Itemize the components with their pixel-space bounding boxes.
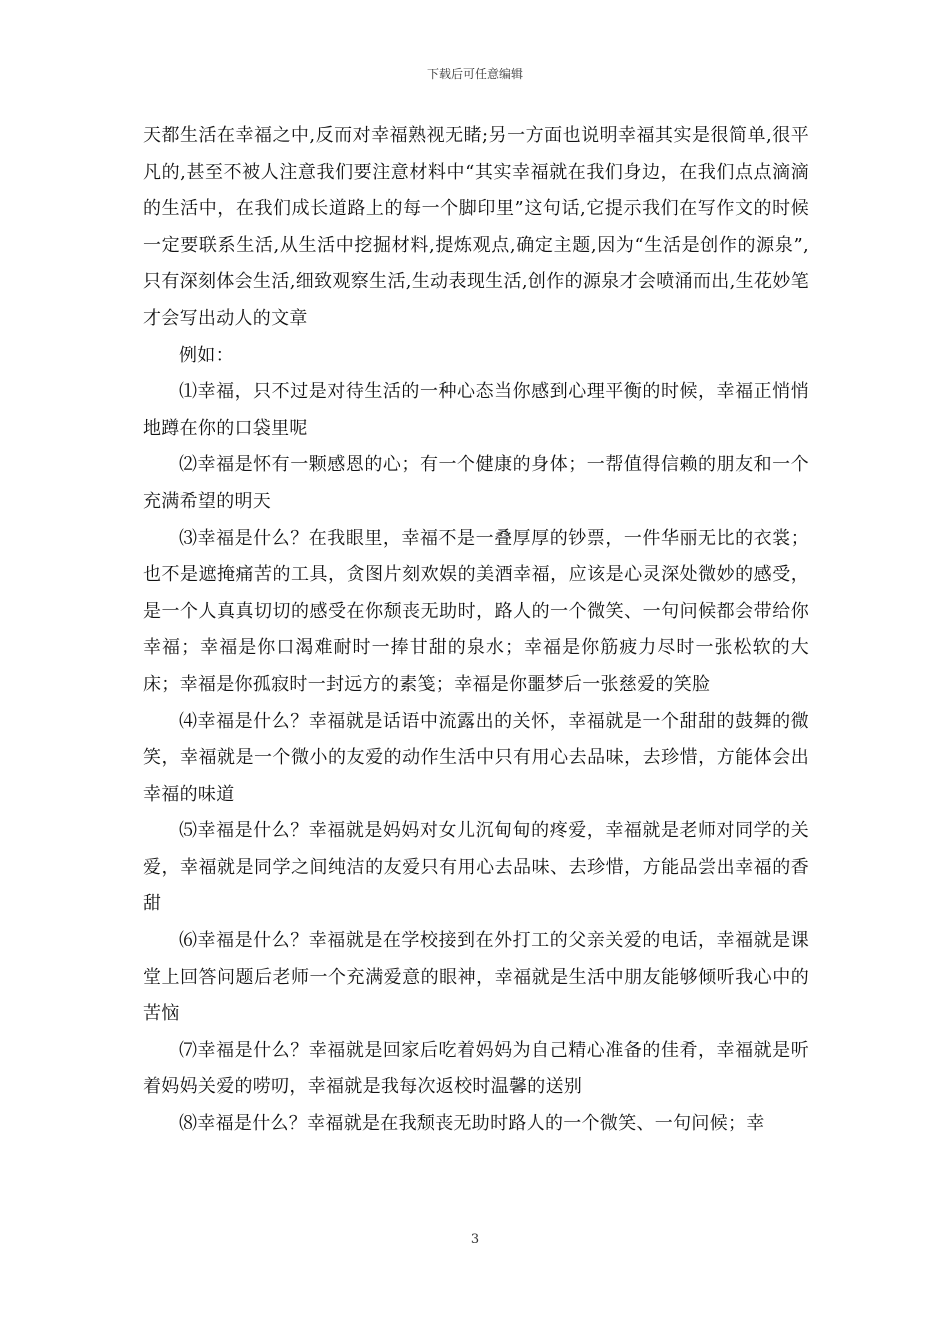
example-item: ⑻幸福是什么？幸福就是在我颓丧无助时路人的一个微笑、一句问候；幸 (179, 1113, 765, 1135)
example-item: ⑶幸福是什么？在我眼里，幸福不是一叠厚厚的钞票，一件华丽无比的衣裳；也不是遮掩痛苦的工具，贪图片刻欢娱的美酒幸福，应该是心灵深处微妙的感受，是一个人真真切切的感受在你颓丧无助时，路人的一个微笑、一句问候都会带给你幸福；幸福是你口渴难耐时一捧甘甜的泉水；幸福是你筋疲力尽时一张松软的大床；幸福是你孤寂时一封远方的素笺；幸福是你噩梦后一张慈爱的笑脸 (143, 527, 809, 695)
example-item: ⑷幸福是什么？幸福就是话语中流露出的关怀，幸福就是一个甜甜的鼓舞的微笑，幸福就是一个微小的友爱的动作生活中只有用心去品味，去珍惜，方能体会出幸福的味道 (143, 710, 809, 805)
example-item: ⑹幸福是什么？幸福就是在学校接到在外打工的父亲关爱的电话，幸福就是课堂上回答问题后老师一个充满爱意的眼神，幸福就是生活中朋友能够倾听我心中的苦恼 (143, 930, 809, 1025)
example-item: ⑴幸福，只不过是对待生活的一种心态当你感到心理平衡的时候，幸福正悄悄地蹲在你的口袋里呢 (143, 381, 809, 439)
example-item: ⑸幸福是什么？幸福就是妈妈对女儿沉甸甸的疼爱，幸福就是老师对同学的关爱，幸福就是同学之间纯洁的友爱只有用心去品味、去珍惜，方能品尝出幸福的香甜 (143, 820, 809, 915)
body-paragraph: 天都生活在幸福之中,反而对幸福熟视无睹;另一方面也说明幸福其实是很简单,很平凡的,甚至不被人注意我们要注意材料中“其实幸福就在我们身边，在我们点点滴滴的生活中，在我们成长道路上的每一个脚印里”这句话,它提示我们在写作文的时候一定要联系生活,从生活中挖掘材料,提炼观点,确定主题,因为“生活是创作的源泉”,只有深刻体会生活,细致观察生活,生动表现生活,创作的源泉才会喷涌而出,生花妙笔才会写出动人的文章 (143, 125, 809, 329)
page-header: 下载后可任意编辑 (426, 67, 523, 81)
example-item: ⑺幸福是什么？幸福就是回家后吃着妈妈为自己精心准备的佳肴，幸福就是听着妈妈关爱的唠叨，幸福就是我每次返校时温馨的送别 (143, 1039, 809, 1098)
page-number: 3 (470, 1232, 480, 1247)
document-body (143, 118, 809, 1143)
example-item: ⑵幸福是怀有一颗感恩的心；有一个健康的身体；一帮值得信赖的朋友和一个充满希望的明天 (143, 454, 809, 512)
body-paragraph: 例如： (179, 344, 234, 366)
